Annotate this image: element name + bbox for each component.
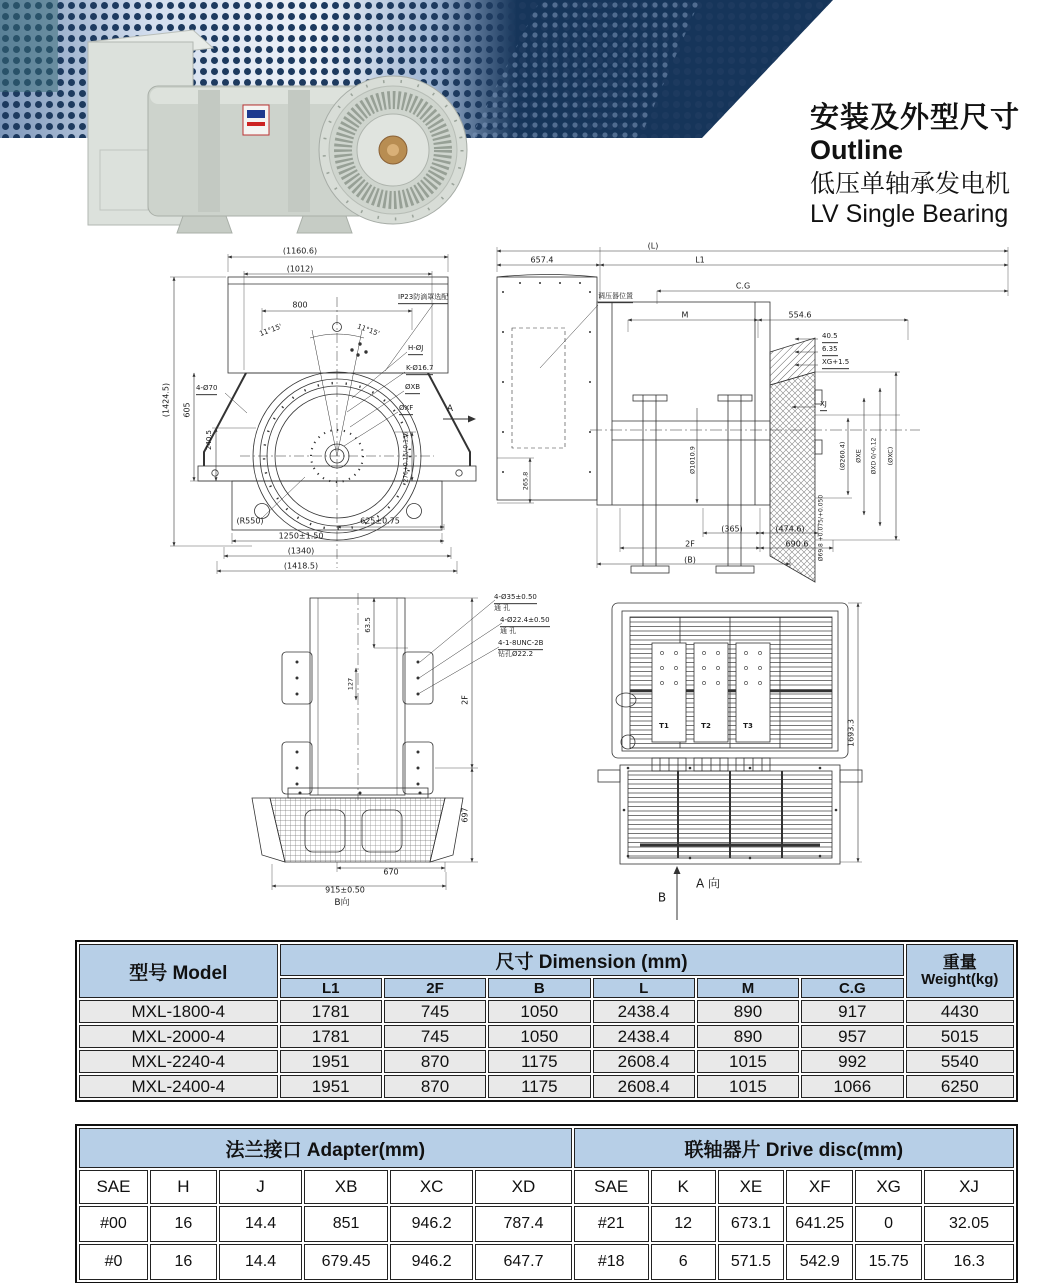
cell: 1050 [488,1025,590,1048]
adapter-group-header: 法兰接口 Adapter(mm) [79,1128,572,1168]
cell: 14.4 [219,1206,303,1242]
callout-4-holes: 4-Ø70 [196,385,217,395]
cell: 32.05 [924,1206,1014,1242]
cell: 12 [651,1206,716,1242]
col-header-xf: XF [786,1170,853,1204]
cell: 2608.4 [593,1050,695,1073]
callout-ip23-cover: IP23防滴罩选配 [398,294,448,304]
cell: 890 [697,1000,799,1023]
dim-657: 657.4 [530,255,554,265]
cell: #18 [574,1244,649,1280]
dim-height-605: 605 [182,402,192,418]
callout-regulator-position: 调压器位置 [598,293,633,303]
cell: 6 [651,1244,716,1280]
dim-oxc: (ØXC) [886,446,895,466]
cell: 787.4 [475,1206,571,1242]
cell: 851 [304,1206,388,1242]
dim-2f-bottom: 2F [460,695,470,705]
callout-k-16-7: K-Ø16.7 [406,365,433,375]
top-view-drawing [598,603,862,920]
dim-365: (365) [721,524,743,534]
model-column-header: 型号 Model [79,944,278,998]
cell: 917 [801,1000,903,1023]
col-header-h: H [150,1170,217,1204]
cell: 542.9 [786,1244,853,1280]
col-header-j: J [219,1170,303,1204]
cell: 679.45 [304,1244,388,1280]
cell: 1951 [280,1050,382,1073]
dim-1010-9: Ø1010.9 [688,446,697,474]
col-header-xd: XD [475,1170,571,1204]
dim-angle-left: 11°15' [258,322,284,338]
weight-header-zh: 重量 [942,953,977,973]
dim-L: (L) [647,241,659,251]
callout-oxb: ØXB [405,384,420,394]
callout-4-o22: 4-Ø22.4±0.50 [500,617,550,627]
cell: 890 [697,1025,799,1048]
col-header-sae-adapter: SAE [79,1170,148,1204]
dimension-table [75,940,1018,1102]
dim-6-35: 6.35 [822,346,838,356]
cell: 15.75 [855,1244,922,1280]
brand-logo [243,105,269,135]
dim-r550: (R550) [236,516,264,526]
cell: 2438.4 [593,1000,695,1023]
dim-M: M [681,310,689,320]
cell: 571.5 [718,1244,785,1280]
drive-disc-group-header: 联轴器片 Drive disc(mm) [574,1128,1014,1168]
dim-overall-width: (1160.6) [282,246,318,256]
page-title-en: Outline [810,135,903,166]
table-row [79,1025,1014,1048]
dimension-group-header: 尺寸 Dimension (mm) [280,944,904,976]
cell: 2438.4 [593,1025,695,1048]
cell: 641.25 [786,1206,853,1242]
cell: 647.7 [475,1244,571,1280]
dim-474-6: (474.6) [775,524,805,534]
table-row [79,1244,1014,1280]
view-arrow-a-label: A [446,404,454,415]
bottom-view-drawing [252,593,502,890]
cell: 16 [150,1206,217,1242]
dim-554: 554.6 [788,310,812,320]
cell: 1066 [801,1075,903,1098]
callout-unc-drill: 钻孔Ø22.2 [498,650,534,659]
table-row [79,1206,1014,1242]
cell: 4430 [906,1000,1015,1023]
cell: #00 [79,1206,148,1242]
view-label-b: B向 [334,898,350,909]
dim-670: 670 [383,867,399,877]
table-row [79,1075,1014,1098]
col-header-xb: XB [304,1170,388,1204]
dim-1693-3: 1693.3 [846,719,856,747]
cell: 1050 [488,1000,590,1023]
cell: 16.3 [924,1244,1014,1280]
weight-header-en: Weight(kg) [921,971,999,989]
terminal-t2: T2 [701,722,711,731]
dim-B: (B) [684,555,696,565]
dim-63-5: 63.5 [364,617,373,633]
col-header-k: K [651,1170,716,1204]
dim-xj: XJ [820,401,827,411]
dim-1340: (1340) [287,546,315,556]
dim-height-240: 240.5 [205,429,214,451]
col-header-sae-disc: SAE [574,1170,649,1204]
cell: 745 [384,1000,486,1023]
view-label-a: A 向 [695,876,721,891]
col-header-xj: XJ [924,1170,1014,1204]
callout-oxf: ØXF [399,405,413,415]
dim-overall-height: (1424.5) [161,382,171,418]
cell: 870 [384,1075,486,1098]
dim-oxd: ØXD 0/-0.12 [870,437,878,475]
dim-height-276: 276+0.15/-0.136 [402,431,410,483]
callout-unc-thread: 4-1-8UNC-2B [498,640,543,650]
cell: 1015 [697,1050,799,1073]
cell: 1781 [280,1025,382,1048]
dim-angle-right: 11°15' [355,322,381,338]
cell: 0 [855,1206,922,1242]
dim-width-1012: (1012) [286,264,314,274]
cell: #0 [79,1244,148,1280]
title-block [810,102,1055,228]
cell: 870 [384,1050,486,1073]
callout-4-o22-hole: 通 孔 [500,627,517,636]
cell: 673.1 [718,1206,785,1242]
drawings-canvas [0,235,1055,935]
dim-915: 915±0.50 [325,885,365,895]
col-header-l1: L1 [280,978,382,998]
model-cell: MXL-2400-4 [79,1075,278,1098]
col-header-xe: XE [718,1170,785,1204]
dim-oxe: ØXE [854,449,863,463]
cell: 957 [801,1025,903,1048]
dim-69-8: Ø69.8 +0.075/+0.050 [817,494,825,562]
model-cell: MXL-1800-4 [79,1000,278,1023]
cell: 745 [384,1025,486,1048]
table-row [79,1050,1014,1073]
dim-690-6: 690.6 [785,539,809,549]
page-subtitle-en: LV Single Bearing [810,199,1009,228]
cell: 1781 [280,1000,382,1023]
dim-697: 697 [460,807,470,823]
dim-127: 127 [346,677,355,691]
col-header-l: L [593,978,695,998]
dim-width-800: 800 [292,300,308,310]
callout-4-o35-hole: 通 孔 [494,604,511,613]
cell: 16 [150,1244,217,1280]
cell: 5015 [906,1025,1015,1048]
dim-2f-side: 2F [685,539,695,549]
callout-4-o35: 4-Ø35±0.50 [494,594,537,604]
dim-40-5: 40.5 [822,333,838,343]
dim-260-4: (Ø260.4) [838,441,847,471]
page-title-zh: 安装及外型尺寸 [810,102,1021,134]
weight-column-header [906,944,1015,998]
cell: 1175 [488,1075,590,1098]
cell: 14.4 [219,1244,303,1280]
cell: 1951 [280,1075,382,1098]
dim-xg: XG+1.5 [822,359,849,369]
col-header-xg: XG [855,1170,922,1204]
dim-L1: L1 [695,255,705,265]
dim-CG: C.G [735,281,751,291]
view-arrow-b-label: B [657,890,667,905]
model-cell: MXL-2240-4 [79,1050,278,1073]
dim-265-8: 265.8 [521,471,530,491]
col-header-2f: 2F [384,978,486,998]
cell: 992 [801,1050,903,1073]
callout-h-oj: H-ØJ [408,345,423,355]
cell: 5540 [906,1050,1015,1073]
col-header-cg: C.G [801,978,903,998]
cell: 1015 [697,1075,799,1098]
cell: #21 [574,1206,649,1242]
terminal-t3: T3 [743,722,753,731]
model-cell: MXL-2000-4 [79,1025,278,1048]
terminal-t1: T1 [659,722,669,731]
cell: 2608.4 [593,1075,695,1098]
col-header-m: M [697,978,799,998]
dim-625: 625±0.75 [360,516,400,526]
cell: 6250 [906,1075,1015,1098]
adapter-drive-disc-table [75,1124,1018,1283]
dim-1418: (1418.5) [283,561,319,571]
cell: 946.2 [390,1244,474,1280]
cell: 1175 [488,1050,590,1073]
cell: 946.2 [390,1206,474,1242]
col-header-b: B [488,978,590,998]
table-row [79,1000,1014,1023]
col-header-xc: XC [390,1170,474,1204]
page-subtitle-zh: 低压单轴承发电机 [810,169,1011,198]
dim-1250: 1250±1.50 [278,531,324,541]
